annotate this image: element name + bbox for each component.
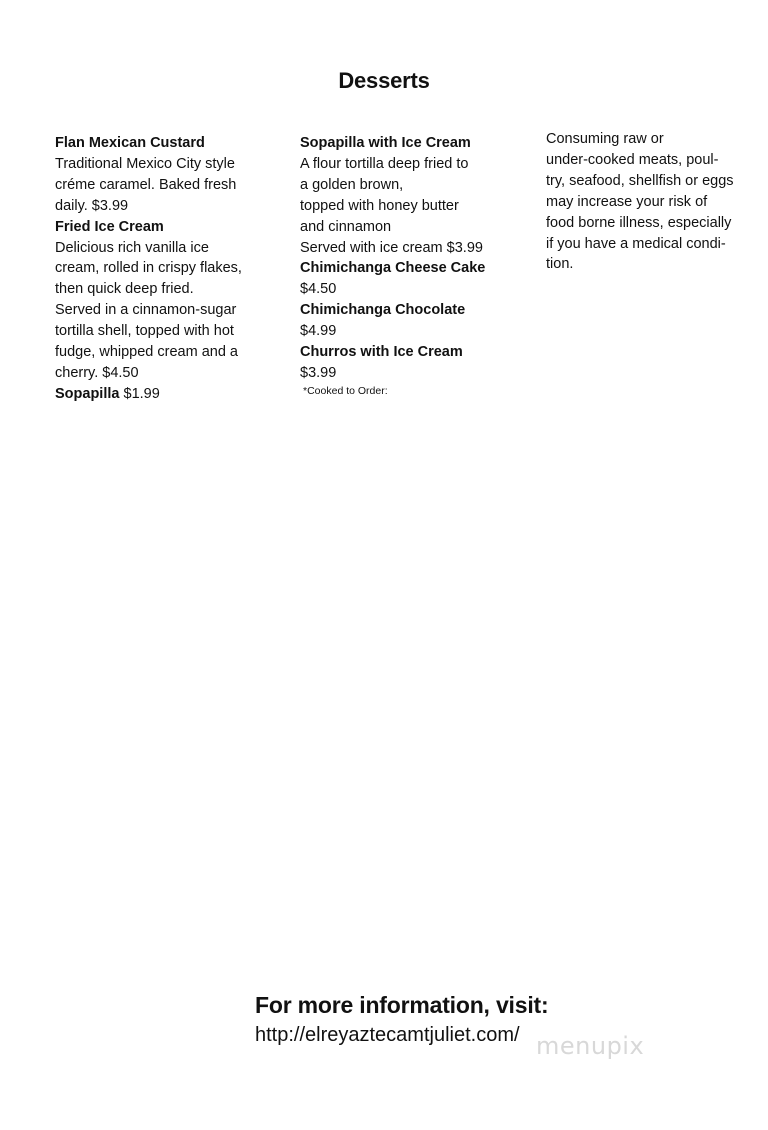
text-line: may increase your risk of <box>546 193 708 210</box>
text-line: tion. <box>546 256 574 273</box>
health-disclaimer <box>546 129 746 275</box>
footer-heading: For more information, visit: <box>255 992 549 1018</box>
text-line: fudge, whipped cream and a <box>55 344 238 361</box>
text-line: créme caramel. Baked fresh <box>55 176 237 193</box>
menu-item-name: Sopapilla with Ice Cream <box>300 135 471 151</box>
menu-item-name: Chimichanga Chocolate <box>300 302 466 319</box>
text-line: try, seafood, shellfish or eggs <box>546 172 734 189</box>
text-line: if you have a medical condi- <box>546 235 726 252</box>
text-line: and cinnamon <box>300 218 392 235</box>
text-line: Delicious rich vanilla ice <box>55 239 209 256</box>
page-title: Desserts <box>338 68 430 93</box>
menu-item-name: Churros with Ice Cream <box>300 344 463 361</box>
menu-item-name: Flan Mexican Custard <box>55 135 205 151</box>
text-line: cherry. $4.50 <box>55 364 139 381</box>
text-line: under-cooked meats, poul- <box>546 151 719 168</box>
menu-item-sopapilla <box>55 384 255 405</box>
watermark-logo: menupix <box>536 1032 645 1060</box>
text-line: tortilla shell, topped with hot <box>55 323 234 340</box>
item-price: $1.99 <box>123 385 160 402</box>
text-line: Consuming raw or <box>546 131 664 147</box>
dessert-column-1 <box>55 133 255 405</box>
menu-item-name: Chimichanga Cheese Cake <box>300 260 486 277</box>
text-line: A flour tortilla deep fried to <box>300 155 469 172</box>
cooked-to-order-note: *Cooked to Order: <box>303 384 388 397</box>
text-line: Served in a cinnamon-sugar <box>55 302 237 319</box>
text-line: $3.99 <box>300 364 337 381</box>
text-line: cream, rolled in crispy flakes, <box>55 260 242 277</box>
text-line: $4.50 <box>300 281 337 298</box>
text-line: a golden brown, <box>300 176 404 193</box>
text-line: topped with honey butter <box>300 197 459 214</box>
menu-item-name: Fried Ice Cream <box>55 218 164 235</box>
text-line: food borne illness, especially <box>546 214 732 231</box>
dessert-column-2 <box>300 133 500 398</box>
item-name: Sopapilla <box>55 385 120 402</box>
text-line: Traditional Mexico City style <box>55 155 235 172</box>
text-line: daily. $3.99 <box>55 197 129 214</box>
text-line: $4.99 <box>300 323 337 340</box>
website-link[interactable]: http://elreyaztecamtjuliet.com/ <box>255 1024 520 1046</box>
text-line: Served with ice cream $3.99 <box>300 239 483 256</box>
text-line: then quick deep fried. <box>55 281 194 298</box>
